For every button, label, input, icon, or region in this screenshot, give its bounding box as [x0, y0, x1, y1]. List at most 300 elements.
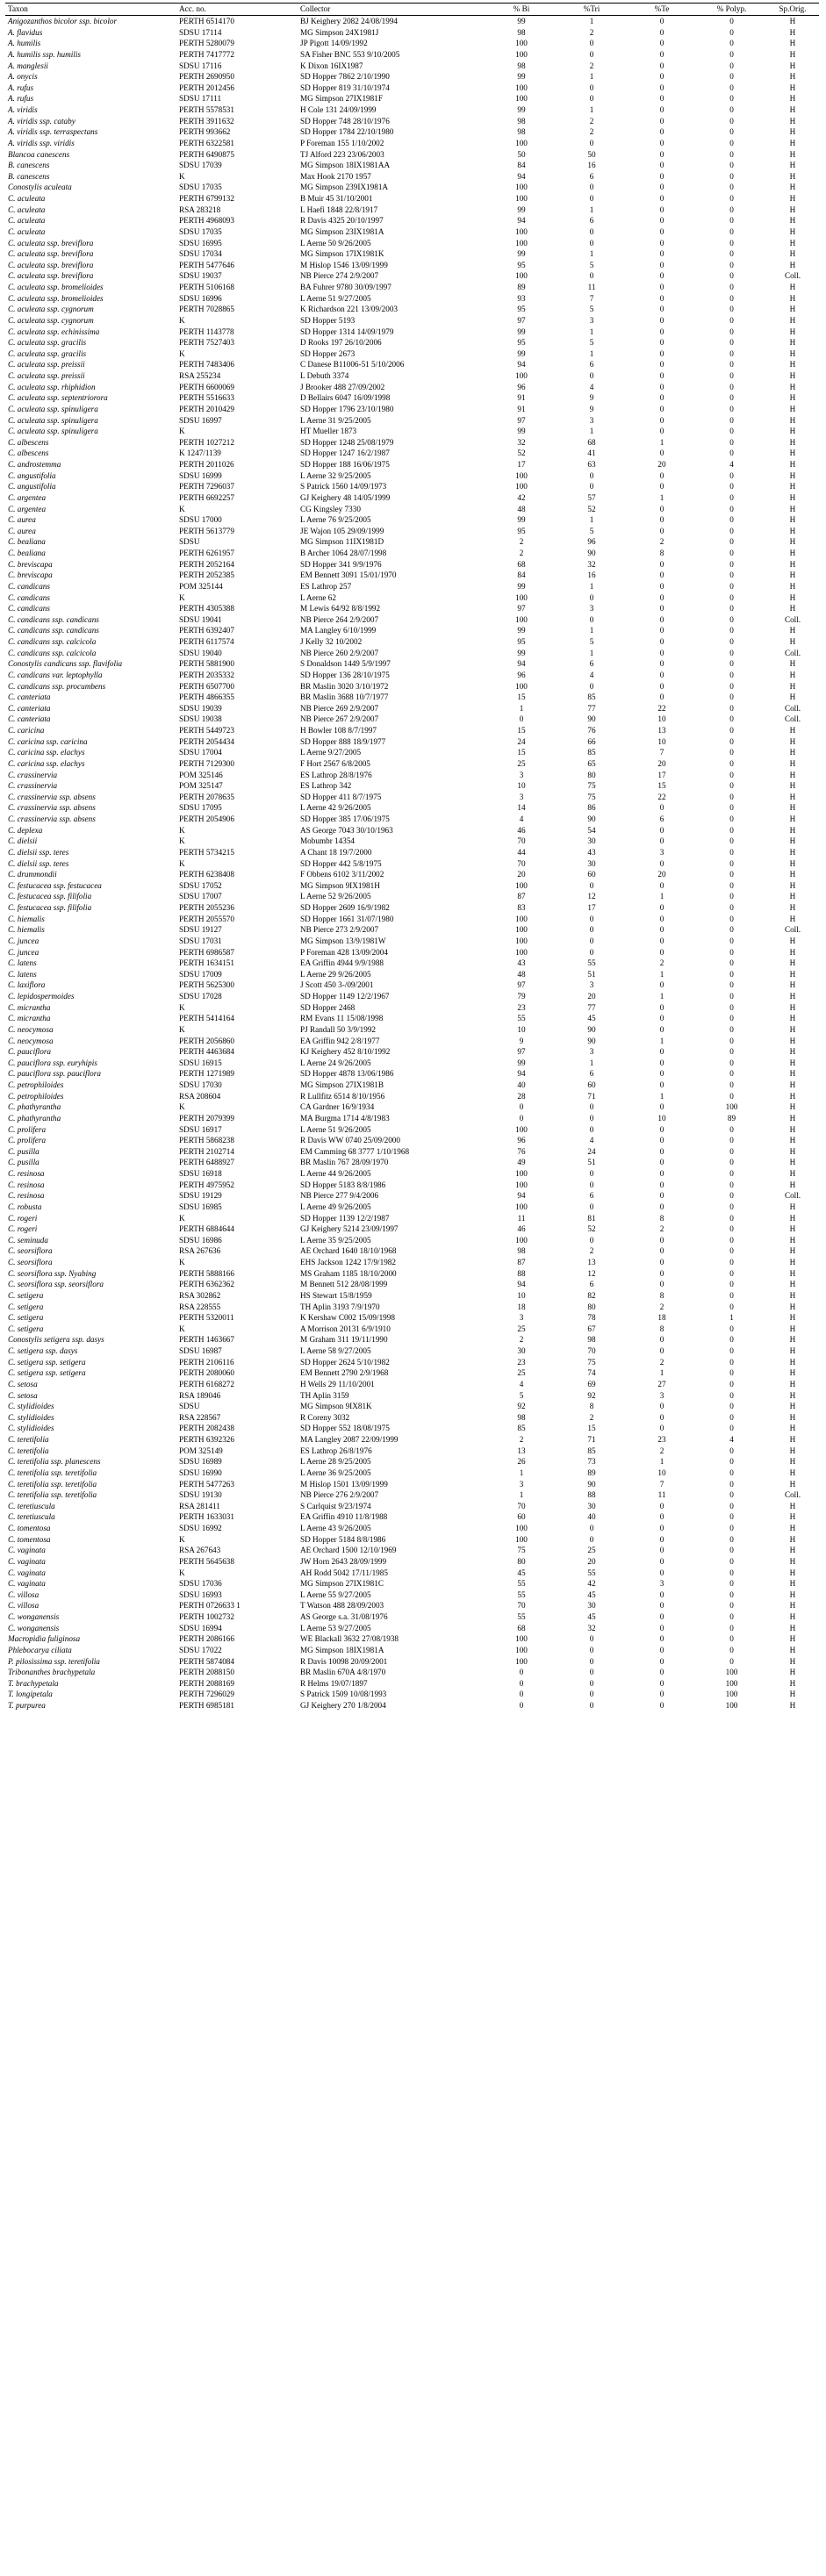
- cell-collector: MA Langley 2087 22/09/1999: [300, 1435, 399, 1444]
- table-row: [5, 1600, 819, 1611]
- cell-acc-no: PERTH 2102714: [179, 1146, 234, 1156]
- cell-percent-tri: 30: [587, 836, 596, 846]
- cell-sp-orig: H: [789, 781, 796, 791]
- cell-sp-orig: H: [789, 1479, 796, 1489]
- cell-sp-orig: H: [789, 171, 796, 181]
- cell-taxon: C. juncea: [8, 947, 40, 957]
- cell-percent-polyp: 0: [729, 1568, 734, 1577]
- cell-percent-te: 0: [659, 1124, 664, 1134]
- cell-percent-bi: 91: [517, 393, 526, 403]
- cell-collector: SD Hopper 1796 23/10/1980: [300, 404, 394, 413]
- cell-sp-orig: H: [789, 437, 796, 447]
- cell-taxon: C. phathyrantha: [8, 1113, 61, 1123]
- table-row: [5, 902, 819, 914]
- cell-percent-polyp: 0: [729, 27, 734, 37]
- cell-percent-polyp: 0: [729, 1324, 734, 1333]
- cell-collector: ES Lathrop 28/8/1976: [300, 770, 372, 779]
- cell-collector: M Hislop 1501 13/09/1999: [300, 1479, 388, 1489]
- cell-sp-orig: H: [789, 49, 796, 59]
- cell-sp-orig: H: [789, 127, 796, 137]
- cell-percent-te: 0: [659, 1014, 664, 1023]
- cell-taxon: C. wonganensis: [8, 1612, 60, 1621]
- table-row: [5, 1511, 819, 1523]
- cell-taxon: C. festucacea ssp. filifolia: [8, 903, 92, 912]
- cell-percent-tri: 30: [587, 1501, 596, 1510]
- cell-collector: AS George 7043 30/10/1963: [300, 825, 393, 835]
- cell-sp-orig: H: [789, 116, 796, 126]
- cell-collector: L Aerne 51 9/27/2005: [300, 293, 371, 303]
- cell-taxon: C. seorsiflora: [8, 1246, 53, 1256]
- cell-acc-no: PERTH 5613779: [179, 526, 234, 535]
- cell-percent-te: 0: [659, 338, 664, 348]
- cell-percent-bi: 30: [517, 1346, 526, 1355]
- cell-collector: F Obbens 6102 3/11/2002: [300, 870, 384, 879]
- table-row: [5, 936, 819, 947]
- cell-sp-orig: H: [789, 1047, 796, 1057]
- cell-acc-no: SDSU 16987: [179, 1346, 222, 1355]
- cell-taxon: C. caricina ssp. elachys: [8, 758, 85, 768]
- cell-sp-orig: Coll.: [784, 925, 801, 935]
- table-row: [5, 1423, 819, 1434]
- cell-acc-no: PERTH 2035332: [179, 670, 234, 679]
- cell-percent-te: 15: [657, 781, 666, 791]
- cell-percent-polyp: 0: [729, 283, 734, 291]
- cell-percent-polyp: 0: [729, 1158, 734, 1167]
- cell-acc-no: PERTH 2082438: [179, 1424, 234, 1433]
- cell-percent-te: 0: [659, 1601, 664, 1611]
- cell-percent-polyp: 0: [729, 116, 734, 126]
- cell-percent-te: 8: [659, 1324, 664, 1333]
- cell-taxon: C. setosa: [8, 1379, 38, 1388]
- cell-percent-te: 0: [659, 1556, 664, 1566]
- table-row: [5, 703, 819, 714]
- cell-percent-polyp: 0: [729, 880, 734, 890]
- cell-percent-polyp: 0: [729, 1501, 734, 1510]
- cell-taxon: C. seorsiflora: [8, 1258, 53, 1266]
- cell-percent-polyp: 0: [729, 249, 734, 259]
- cell-acc-no: SDSU 17000: [179, 515, 222, 525]
- cell-collector: SD Hopper 411 8/7/1975: [300, 792, 382, 801]
- cell-percent-te: 0: [659, 1024, 664, 1034]
- cell-acc-no: K: [179, 592, 185, 602]
- cell-percent-polyp: 0: [729, 1546, 734, 1555]
- cell-percent-tri: 6: [589, 659, 594, 669]
- cell-collector: Mobumbr 14354: [300, 836, 356, 846]
- cell-percent-bi: 100: [515, 183, 528, 192]
- cell-percent-polyp: 0: [729, 194, 734, 203]
- cell-acc-no: PERTH 4866355: [179, 692, 234, 702]
- cell-percent-tri: 90: [587, 814, 596, 823]
- cell-percent-bi: 55: [517, 1579, 526, 1589]
- cell-taxon: C. pauciflora: [8, 1047, 52, 1057]
- cell-percent-bi: 49: [517, 1158, 526, 1167]
- cell-collector: Max Hook 2170 1957: [300, 171, 371, 181]
- table-row: [5, 1213, 819, 1224]
- cell-acc-no: K: [179, 1568, 185, 1577]
- cell-sp-orig: H: [789, 537, 796, 547]
- cell-percent-bi: 1: [519, 1467, 524, 1477]
- cell-sp-orig: H: [789, 183, 796, 192]
- cell-taxon: A. viridis ssp. terraspectans: [8, 127, 98, 137]
- cell-sp-orig: Coll.: [784, 1191, 801, 1201]
- cell-sp-orig: H: [789, 969, 796, 979]
- cell-taxon: C. aculeata ssp. rhiphidion: [8, 382, 96, 391]
- cell-acc-no: PERTH 2052164: [179, 559, 234, 569]
- cell-sp-orig: H: [789, 604, 796, 614]
- cell-taxon: C. teretiuscula: [8, 1512, 55, 1522]
- table-row: [5, 958, 819, 969]
- cell-sp-orig: H: [789, 1335, 796, 1345]
- cell-sp-orig: Coll.: [784, 271, 801, 281]
- cell-percent-bi: 100: [515, 470, 528, 480]
- cell-percent-polyp: 0: [729, 1612, 734, 1621]
- cell-percent-tri: 70: [587, 1346, 596, 1355]
- cell-percent-bi: 98: [517, 116, 526, 126]
- cell-sp-orig: H: [789, 1080, 796, 1089]
- cell-acc-no: RSA 228567: [179, 1412, 221, 1422]
- cell-sp-orig: Coll.: [784, 614, 801, 624]
- cell-percent-bi: 43: [517, 958, 526, 968]
- cell-sp-orig: H: [789, 1213, 796, 1223]
- cell-sp-orig: H: [789, 504, 796, 513]
- cell-percent-tri: 0: [589, 194, 594, 203]
- cell-percent-bi: 97: [517, 604, 526, 614]
- cell-collector: BA Fuhrer 9780 30/09/1997: [300, 283, 391, 291]
- cell-sp-orig: H: [789, 1268, 796, 1278]
- cell-sp-orig: H: [789, 1556, 796, 1566]
- cell-sp-orig: H: [789, 1668, 796, 1677]
- cell-sp-orig: H: [789, 880, 796, 890]
- cell-percent-tri: 43: [587, 847, 596, 857]
- cell-collector: SD Hopper 2468: [300, 1002, 356, 1012]
- cell-percent-bi: 98: [517, 1412, 526, 1422]
- cell-collector: M Graham 311 19/11/1990: [300, 1335, 388, 1345]
- cell-percent-tri: 0: [589, 138, 594, 147]
- cell-acc-no: K: [179, 858, 185, 868]
- cell-collector: PJ Randall 50 3/9/1992: [300, 1024, 377, 1034]
- table-row: [5, 248, 819, 260]
- table-row: [5, 526, 819, 537]
- cell-sp-orig: H: [789, 249, 796, 259]
- cell-percent-tri: 77: [587, 1002, 596, 1012]
- cell-percent-tri: 1: [589, 348, 594, 358]
- cell-collector: L Debuth 3374: [300, 371, 349, 380]
- cell-collector: P Foreman 428 13/09/2004: [300, 947, 388, 957]
- table-row: [5, 226, 819, 238]
- cell-percent-polyp: 0: [729, 305, 734, 314]
- cell-percent-tri: 80: [587, 1302, 596, 1311]
- cell-percent-polyp: 100: [725, 1690, 738, 1699]
- cell-percent-te: 1: [659, 1368, 664, 1378]
- cell-percent-polyp: 0: [729, 404, 734, 413]
- cell-percent-te: 0: [659, 1191, 664, 1201]
- cell-percent-bi: 99: [517, 348, 526, 358]
- cell-sp-orig: H: [789, 549, 796, 557]
- cell-acc-no: K: [179, 1002, 185, 1012]
- cell-percent-tri: 90: [587, 549, 596, 557]
- cell-percent-te: 0: [659, 604, 664, 614]
- cell-sp-orig: H: [789, 448, 796, 458]
- cell-percent-bi: 95: [517, 305, 526, 314]
- cell-sp-orig: H: [789, 1102, 796, 1112]
- cell-percent-tri: 0: [589, 1113, 594, 1123]
- cell-sp-orig: H: [789, 1169, 796, 1178]
- table-row: [5, 747, 819, 758]
- cell-percent-tri: 55: [587, 1568, 596, 1577]
- table-row: [5, 880, 819, 892]
- cell-collector: A Chant 18 19/7/2000: [300, 847, 372, 857]
- cell-percent-te: 0: [659, 637, 664, 646]
- cell-acc-no: SDSU 19038: [179, 714, 222, 724]
- cell-percent-polyp: 0: [729, 549, 734, 557]
- cell-acc-no: PERTH 2088150: [179, 1668, 234, 1677]
- cell-percent-te: 1: [659, 892, 664, 901]
- cell-sp-orig: H: [789, 914, 796, 923]
- cell-percent-bi: 99: [517, 427, 526, 436]
- cell-collector: L Aerne 32 9/25/2005: [300, 470, 371, 480]
- cell-acc-no: POM 325146: [179, 770, 223, 779]
- cell-acc-no: K: [179, 504, 185, 513]
- cell-percent-te: 0: [659, 1424, 664, 1433]
- cell-taxon: C. aculeata ssp. bromelioides: [8, 293, 104, 303]
- cell-collector: BR Maslin 3020 3/10/1972: [300, 681, 389, 691]
- cell-percent-te: 7: [659, 748, 664, 757]
- cell-percent-bi: 46: [517, 1224, 526, 1234]
- table-row: [5, 1578, 819, 1589]
- cell-acc-no: PERTH 7417772: [179, 49, 234, 59]
- cell-percent-polyp: 1: [729, 1313, 734, 1323]
- cell-acc-no: PERTH 6514170: [179, 17, 234, 25]
- cell-collector: EA Griffin 4944 9/9/1988: [300, 958, 384, 968]
- cell-acc-no: RSA 267636: [179, 1246, 221, 1256]
- cell-collector: AH Rodd 5042 17/11/1985: [300, 1568, 388, 1577]
- cell-percent-tri: 1: [589, 72, 594, 82]
- table-row: [5, 1678, 819, 1690]
- cell-percent-te: 1: [659, 992, 664, 1001]
- cell-acc-no: PERTH 1143778: [179, 326, 234, 336]
- cell-sp-orig: H: [789, 293, 796, 303]
- cell-acc-no: PERTH 2011026: [179, 460, 234, 469]
- cell-collector: NB Pierce 277 9/4/2006: [300, 1191, 379, 1201]
- cell-sp-orig: H: [789, 858, 796, 868]
- cell-percent-te: 8: [659, 1213, 664, 1223]
- cell-percent-tri: 5: [589, 637, 594, 646]
- cell-percent-tri: 1: [589, 249, 594, 259]
- cell-acc-no: SDSU 17028: [179, 992, 222, 1001]
- cell-acc-no: K: [179, 825, 185, 835]
- table-row: [5, 1245, 819, 1257]
- cell-collector: JE Wajon 105 29/09/1999: [300, 526, 384, 535]
- cell-percent-tri: 2: [589, 27, 594, 37]
- cell-taxon: A. flavidus: [8, 27, 43, 37]
- cell-percent-tri: 3: [589, 315, 594, 325]
- cell-taxon: C. aculeata: [8, 194, 46, 203]
- table-row: [5, 193, 819, 205]
- table-row: [5, 802, 819, 814]
- cell-percent-bi: 100: [515, 138, 528, 147]
- cell-sp-orig: H: [789, 980, 796, 990]
- cell-percent-tri: 90: [587, 1036, 596, 1045]
- cell-percent-polyp: 100: [725, 1668, 738, 1677]
- cell-taxon: Conostylis aculeata: [8, 183, 72, 192]
- cell-sp-orig: Coll.: [784, 648, 801, 657]
- cell-percent-te: 0: [659, 692, 664, 702]
- cell-percent-bi: 100: [515, 226, 528, 236]
- cell-percent-tri: 0: [589, 1656, 594, 1666]
- cell-percent-tri: 3: [589, 1047, 594, 1057]
- cell-taxon: C. hiemalis: [8, 914, 45, 923]
- cell-collector: SD Hopper 1139 12/2/1987: [300, 1213, 390, 1223]
- cell-percent-tri: 90: [587, 714, 596, 724]
- cell-collector: HT Mueller 1873: [300, 427, 357, 436]
- cell-percent-polyp: 0: [729, 870, 734, 879]
- cell-sp-orig: H: [789, 1457, 796, 1467]
- cell-percent-bi: 80: [517, 1556, 526, 1566]
- table-row: [5, 492, 819, 504]
- table-row: [5, 171, 819, 183]
- table-row: [5, 149, 819, 161]
- cell-sp-orig: H: [789, 592, 796, 602]
- cell-percent-polyp: 0: [729, 39, 734, 48]
- cell-percent-bi: 55: [517, 1589, 526, 1599]
- cell-taxon: C. aculeata ssp. echinissima: [8, 326, 100, 336]
- cell-percent-bi: 100: [515, 880, 528, 890]
- cell-percent-polyp: 0: [729, 482, 734, 492]
- cell-percent-te: 0: [659, 1058, 664, 1067]
- cell-taxon: C. tomentosa: [8, 1534, 51, 1544]
- table-row: [5, 282, 819, 293]
- cell-percent-polyp: 0: [729, 49, 734, 59]
- cell-percent-te: 0: [659, 626, 664, 635]
- cell-acc-no: PERTH 5516633: [179, 393, 234, 403]
- cell-sp-orig: H: [789, 1091, 796, 1101]
- cell-collector: L Aerne 49 9/26/2005: [300, 1202, 371, 1211]
- cell-percent-tri: 0: [589, 614, 594, 624]
- table-row: [5, 1024, 819, 1036]
- cell-sp-orig: H: [789, 1534, 796, 1544]
- table-row: [5, 16, 819, 27]
- cell-percent-te: 0: [659, 1235, 664, 1245]
- cell-percent-tri: 2: [589, 116, 594, 126]
- cell-collector: R Davis 4325 20/10/1997: [300, 216, 384, 226]
- header-acc-no: Acc. no.: [179, 4, 206, 13]
- cell-sp-orig: H: [789, 515, 796, 525]
- cell-percent-tri: 75: [587, 1357, 596, 1367]
- cell-taxon: C. aculeata ssp. cygnorum: [8, 305, 94, 314]
- cell-taxon: B. canescens: [8, 171, 50, 181]
- cell-acc-no: PERTH 6392407: [179, 626, 234, 635]
- cell-percent-bi: 2: [519, 549, 524, 557]
- cell-collector: L Aerne 9/27/2005: [300, 748, 362, 757]
- cell-percent-bi: 42: [517, 492, 526, 502]
- cell-percent-te: 0: [659, 1146, 664, 1156]
- cell-percent-tri: 0: [589, 947, 594, 957]
- cell-acc-no: PERTH 6168272: [179, 1379, 234, 1388]
- cell-taxon: C. candicans: [8, 581, 50, 591]
- cell-percent-bi: 44: [517, 847, 526, 857]
- cell-taxon: C. caricina: [8, 726, 45, 735]
- cell-percent-bi: 100: [515, 925, 528, 935]
- header-percent-polyp: % Polyp.: [716, 4, 747, 13]
- cell-taxon: C. caricina ssp. caricina: [8, 736, 88, 746]
- cell-acc-no: SDSU 19037: [179, 271, 222, 281]
- cell-collector: L Aerne 24 9/26/2005: [300, 1058, 371, 1067]
- cell-percent-bi: 84: [517, 161, 526, 170]
- cell-percent-polyp: 0: [729, 1490, 734, 1500]
- table-row: [5, 260, 819, 271]
- cell-percent-polyp: 0: [729, 825, 734, 835]
- cell-sp-orig: H: [789, 626, 796, 635]
- table-row: [5, 404, 819, 415]
- cell-collector: SD Hopper 552 18/08/1975: [300, 1424, 390, 1433]
- cell-sp-orig: H: [789, 305, 796, 314]
- table-row: [5, 1202, 819, 1213]
- cell-acc-no: PERTH 4305388: [179, 604, 234, 614]
- cell-taxon: Phlebocarya ciliata: [8, 1645, 72, 1654]
- cell-percent-te: 0: [659, 803, 664, 813]
- cell-percent-bi: 45: [517, 1568, 526, 1577]
- cell-sp-orig: H: [789, 283, 796, 291]
- cell-collector: SD Hopper 188 16/06/1975: [300, 460, 390, 469]
- cell-sp-orig: H: [789, 758, 796, 768]
- cell-acc-no: RSA 208604: [179, 1091, 221, 1101]
- cell-percent-tri: 0: [589, 1102, 594, 1112]
- table-row: [5, 104, 819, 116]
- cell-percent-bi: 11: [517, 1213, 526, 1223]
- cell-percent-bi: 95: [517, 526, 526, 535]
- cell-percent-tri: 71: [587, 1435, 596, 1444]
- cell-percent-bi: 100: [515, 371, 528, 380]
- cell-sp-orig: H: [789, 470, 796, 480]
- cell-percent-te: 0: [659, 216, 664, 226]
- cell-percent-bi: 98: [517, 1246, 526, 1256]
- cell-taxon: C. micrantha: [8, 1002, 51, 1012]
- cell-percent-tri: 42: [587, 1579, 596, 1589]
- cell-percent-polyp: 0: [729, 736, 734, 746]
- table-row: [5, 1633, 819, 1645]
- cell-percent-bi: 100: [515, 614, 528, 624]
- cell-taxon: C. pauciflora ssp. pauciflora: [8, 1069, 101, 1079]
- cell-percent-te: 1: [659, 437, 664, 447]
- cell-sp-orig: H: [789, 1368, 796, 1378]
- cell-sp-orig: H: [789, 1501, 796, 1510]
- cell-percent-tri: 1: [589, 205, 594, 214]
- cell-collector: NB Pierce 264 2/9/2007: [300, 614, 379, 624]
- cell-taxon: C. latens: [8, 958, 37, 968]
- table-row: [5, 947, 819, 958]
- cell-percent-tri: 12: [587, 1268, 596, 1278]
- table-row: [5, 1534, 819, 1546]
- cell-percent-tri: 0: [589, 83, 594, 92]
- cell-percent-bi: 94: [517, 1069, 526, 1079]
- table-row: [5, 1235, 819, 1246]
- cell-percent-tri: 9: [589, 404, 594, 413]
- table-row: [5, 1058, 819, 1069]
- cell-sp-orig: H: [789, 958, 796, 968]
- cell-percent-te: 0: [659, 1246, 664, 1256]
- table-row: [5, 1401, 819, 1412]
- cell-percent-bi: 1: [519, 703, 524, 713]
- cell-percent-tri: 16: [587, 570, 596, 580]
- table-row: [5, 83, 819, 94]
- cell-acc-no: PERTH 6507700: [179, 681, 234, 691]
- cell-sp-orig: H: [789, 338, 796, 348]
- cell-percent-polyp: 0: [729, 803, 734, 813]
- cell-acc-no: SDSU: [179, 537, 200, 547]
- table-row: [5, 1223, 819, 1235]
- table-row: [5, 636, 819, 648]
- cell-percent-te: 0: [659, 1280, 664, 1289]
